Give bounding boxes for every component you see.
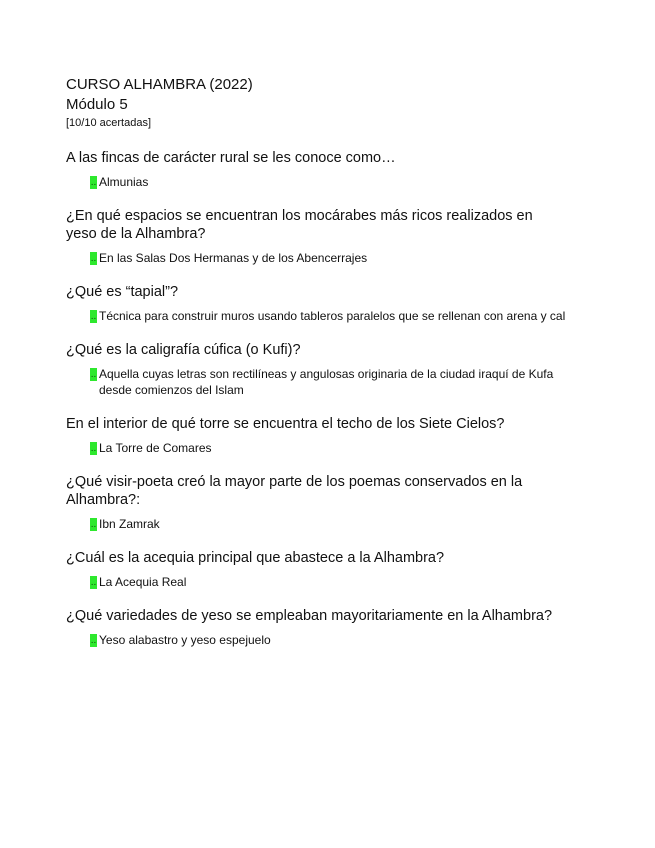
score-summary: [10/10 acertadas] [66, 117, 152, 129]
question-block [66, 473, 566, 532]
question-text: ¿En qué espacios se encuentran los mocárabes más ricos realizados en yeso de la Alhambra? [66, 208, 533, 242]
question-text: ¿Cuál es la acequia principal que abastece a la Alhambra? [66, 550, 445, 566]
question-block [66, 207, 566, 266]
correct-answer-marker-icon: .. [90, 635, 97, 646]
answer-text: La Torre de Comares [99, 441, 212, 455]
answer-item [66, 174, 566, 190]
question-block [66, 149, 566, 190]
question-text: ¿Qué visir-poeta creó la mayor parte de los poemas conservados en la Alhambra?: [66, 474, 523, 508]
answer-item [66, 516, 566, 532]
correct-answer-marker-icon: .. [90, 253, 97, 264]
answer-text: Ibn Zamrak [99, 517, 160, 531]
answer-text: Almunias [99, 175, 149, 189]
answer-text: En las Salas Dos Hermanas y de los Abencerrajes [99, 251, 368, 265]
question-text: A las fincas de carácter rural se les conoce como… [66, 150, 396, 166]
correct-answer-marker-icon: .. [90, 311, 97, 322]
module-title: Módulo 5 [66, 96, 128, 113]
question-text: ¿Qué variedades de yeso se empleaban mayoritariamente en la Alhambra? [66, 608, 553, 624]
correct-answer-marker-icon: .. [90, 177, 97, 188]
answer-text: Yeso alabastro y yeso espejuelo [99, 633, 271, 647]
question-block [66, 549, 566, 590]
question-block [66, 415, 566, 456]
question-block [66, 607, 566, 648]
question-text: ¿Qué es la caligrafía cúfica (o Kufi)? [66, 342, 301, 358]
answer-item [66, 574, 566, 590]
question-text: ¿Qué es “tapial”? [66, 284, 179, 300]
answer-item [66, 440, 566, 456]
course-title: CURSO ALHAMBRA (2022) [66, 76, 253, 93]
correct-answer-marker-icon: .. [90, 519, 97, 530]
correct-answer-marker-icon: .. [90, 443, 97, 454]
question-text: En el interior de qué torre se encuentra el techo de los Siete Cielos? [66, 416, 505, 432]
answer-text: La Acequia Real [99, 575, 187, 589]
answer-item [66, 308, 566, 324]
answer-item [66, 632, 566, 648]
document-page [66, 76, 566, 648]
answer-text: Técnica para construir muros usando tableros paralelos que se rellenan con arena y cal [99, 309, 566, 323]
question-block [66, 283, 566, 324]
answer-item [66, 366, 566, 398]
answer-item [66, 250, 566, 266]
correct-answer-marker-icon: .. [90, 577, 97, 588]
question-block [66, 341, 566, 398]
correct-answer-marker-icon: .. [90, 369, 97, 380]
answer-text: Aquella cuyas letras son rectilíneas y angulosas originaria de la ciudad iraquí de Kufa desde comienzos del Islam [99, 367, 554, 397]
